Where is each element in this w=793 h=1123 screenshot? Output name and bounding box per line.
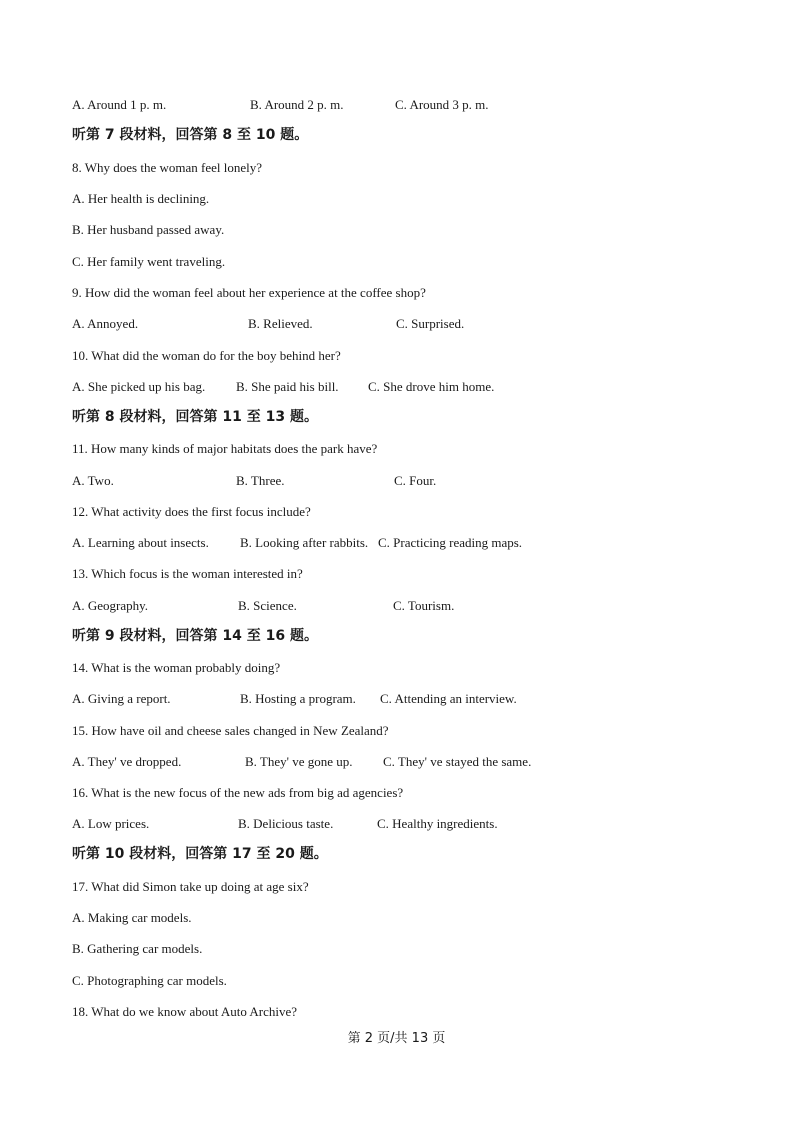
answer-option: B. Hosting a program. (240, 691, 356, 706)
answer-option: A. Around 1 p. m. (72, 97, 167, 112)
question-text: 13. Which focus is the woman interested in? (72, 566, 303, 581)
answer-option: B. Gathering car models. (72, 941, 203, 956)
question-text: 9. How did the woman feel about her experience at the coffee shop? (72, 285, 426, 300)
question-text: 12. What activity does the first focus include? (72, 504, 311, 519)
answer-option: C. Practicing reading maps. (378, 535, 523, 550)
question-text: 15. How have oil and cheese sales changed in New Zealand? (72, 723, 389, 738)
question-text: 10. What did the woman do for the boy behind her? (72, 348, 341, 363)
answer-option: C. Attending an interview. (380, 691, 517, 706)
answer-option: A. They' ve dropped. (72, 754, 182, 769)
answer-option: B. Relieved. (248, 316, 313, 331)
answer-option: B. Three. (236, 473, 285, 488)
answer-option: B. Science. (238, 598, 297, 613)
answer-option: A. Learning about insects. (72, 535, 209, 550)
question-text: 14. What is the woman probably doing? (72, 660, 281, 675)
page-footer: 第 2 页/共 13 页 (347, 1031, 446, 1046)
answer-option: C. She drove him home. (368, 379, 495, 394)
answer-option: B. They' ve gone up. (245, 754, 353, 769)
answer-option: A. She picked up his bag. (72, 379, 206, 394)
answer-option: A. Low prices. (72, 816, 150, 831)
section-heading: 听第 10 段材料，回答第 17 至 20 题。 (72, 846, 328, 862)
answer-option: A. Making car models. (72, 910, 192, 925)
answer-option: A. Annoyed. (72, 316, 139, 331)
question-text: 17. What did Simon take up doing at age six? (72, 879, 309, 894)
answer-option: B. Her husband passed away. (72, 222, 225, 237)
answer-option: A. Giving a report. (72, 691, 171, 706)
section-heading: 听第 9 段材料，回答第 14 至 16 题。 (72, 628, 318, 644)
answer-option: C. Around 3 p. m. (395, 97, 489, 112)
answer-option: C. They' ve stayed the same. (383, 754, 532, 769)
answer-option: B. Looking after rabbits. (240, 535, 369, 550)
answer-option: C. Surprised. (396, 316, 465, 331)
answer-option: A. Two. (72, 473, 114, 488)
answer-option: C. Her family went traveling. (72, 254, 226, 269)
question-text: 11. How many kinds of major habitats does the park have? (72, 441, 378, 456)
question-text: 16. What is the new focus of the new ads from big ad agencies? (72, 785, 404, 800)
answer-option: A. Geography. (72, 598, 149, 613)
answer-option: C. Tourism. (393, 598, 455, 613)
answer-option: C. Four. (394, 473, 437, 488)
section-heading: 听第 8 段材料，回答第 11 至 13 题。 (72, 409, 318, 425)
question-text: 8. Why does the woman feel lonely? (72, 160, 263, 175)
answer-option: C. Healthy ingredients. (377, 816, 498, 831)
question-text: 18. What do we know about Auto Archive? (72, 1004, 298, 1019)
answer-option: A. Her health is declining. (72, 191, 210, 206)
answer-option: C. Photographing car models. (72, 973, 227, 988)
answer-option: B. She paid his bill. (236, 379, 339, 394)
section-heading: 听第 7 段材料，回答第 8 至 10 题。 (72, 127, 309, 143)
answer-option: B. Around 2 p. m. (250, 97, 344, 112)
answer-option: B. Delicious taste. (238, 816, 334, 831)
